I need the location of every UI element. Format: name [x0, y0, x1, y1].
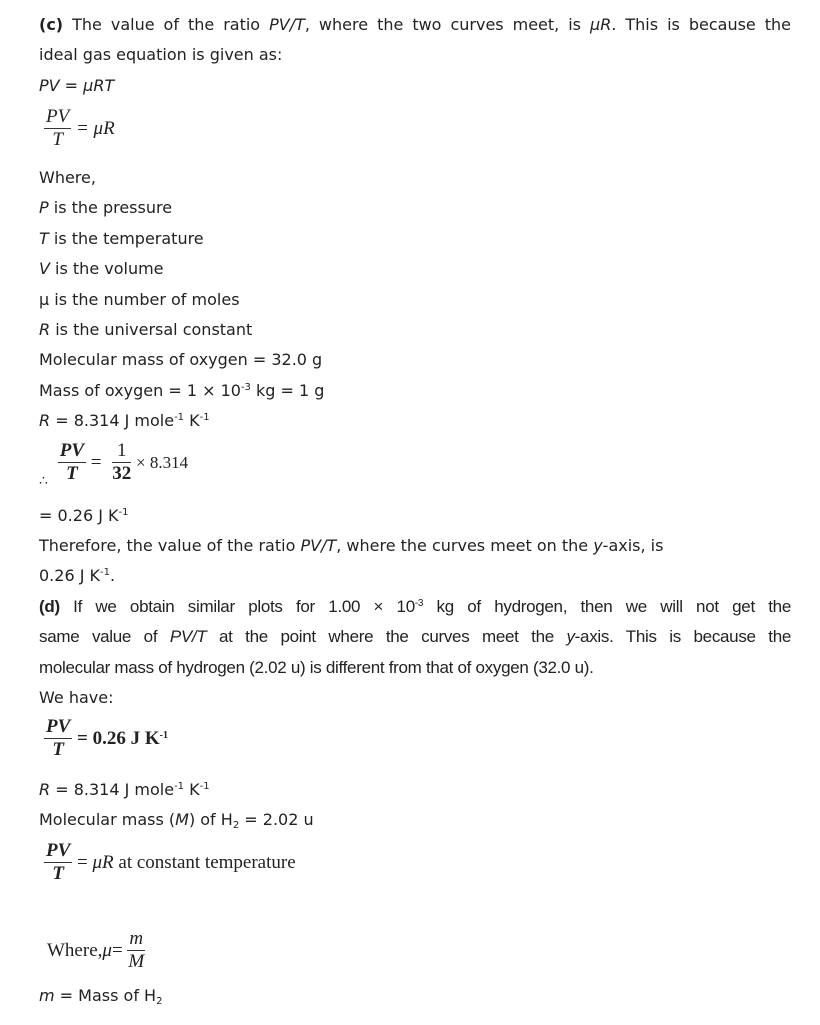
equation-pv-over-t-equals-mur	[44, 106, 115, 151]
part-c-intro-line-2: ideal gas equation is given as:	[39, 45, 283, 64]
text: = Mass of H	[54, 986, 157, 1005]
text: is the temperature	[48, 229, 204, 248]
fraction-numerator: PV	[46, 840, 71, 861]
text: =	[77, 851, 93, 873]
definition-volume	[39, 259, 164, 279]
equation-pv-over-t-equals-026	[44, 716, 168, 761]
symbol: R	[39, 411, 51, 430]
gas-constant-r-2	[39, 780, 210, 800]
molecular-mass-oxygen: Molecular mass of oxygen = 32.0 g	[39, 350, 323, 369]
part-d-line-3: molecular mass of hydrogen (2.02 u) is different from that of oxygen (32.0 u).	[39, 658, 594, 677]
fraction-numerator: PV	[46, 716, 71, 737]
therefore-symbol: ∴	[39, 474, 48, 489]
subscript: 2	[156, 996, 163, 1007]
exponent: -3	[414, 598, 424, 609]
fraction-numerator: m	[129, 928, 144, 949]
text: kg of hydrogen, then we will not get the	[423, 597, 791, 616]
exponent: -1	[174, 781, 185, 792]
where-text: Where,	[47, 939, 103, 961]
fraction-numerator: PV	[46, 106, 70, 127]
text: K	[184, 411, 200, 430]
exponent: -1	[199, 412, 210, 423]
symbol: R	[39, 320, 51, 339]
math-y: y	[593, 536, 603, 555]
equation-pv-over-t-constant-temperature	[44, 840, 296, 885]
text: same value of	[39, 627, 170, 646]
equation-pv-over-t-calculation	[39, 440, 189, 489]
text: = 2.02 u	[239, 810, 314, 829]
mass-of-oxygen	[39, 381, 324, 401]
text: at the point where the curves meet the	[206, 627, 567, 646]
where-label: Where,	[39, 168, 96, 187]
mass-of-hydrogen	[39, 986, 162, 1006]
fraction-denominator: T	[66, 463, 78, 484]
math-pvt: PV/T	[300, 536, 337, 555]
definition-temperature	[39, 229, 204, 249]
symbol: R	[39, 780, 51, 799]
equation-rhs: = 0.26 J K	[77, 727, 160, 749]
text: = 8.314 J mole	[50, 780, 175, 799]
ideal-gas-equation	[39, 76, 114, 96]
equals-sign: =	[90, 451, 102, 473]
definition-universal-constant	[39, 320, 252, 340]
text: , where the two curves meet, is	[304, 15, 591, 34]
symbol: M	[175, 810, 189, 829]
part-c-label: (c)	[39, 15, 64, 34]
text: .	[110, 566, 116, 585]
text: = 8.314 J mole	[50, 411, 175, 430]
math-mur: μR	[92, 851, 114, 873]
equals-sign: =	[111, 939, 123, 961]
text: , where the curves meet on the	[336, 536, 594, 555]
text: = μRT	[59, 76, 115, 95]
symbol: μ	[39, 290, 50, 309]
math-y: y	[566, 627, 575, 646]
text: Mass of oxygen = 1 × 10	[39, 381, 241, 400]
equation-rhs: = μR	[75, 117, 115, 139]
definition-pressure	[39, 198, 172, 218]
text: at constant temperature	[113, 851, 296, 873]
fraction-denominator: T	[52, 739, 64, 760]
text: ) of H	[188, 810, 233, 829]
text: is the universal constant	[50, 320, 253, 339]
fraction-numerator: 1	[112, 440, 131, 463]
symbol: V	[39, 259, 50, 278]
math-pvt: PV/T	[169, 627, 207, 646]
therefore-statement	[39, 536, 663, 556]
text: is the pressure	[48, 198, 173, 217]
fraction-denominator: 32	[112, 463, 132, 484]
part-d-line-2	[39, 627, 791, 647]
math-mur: μR	[590, 15, 612, 34]
text: -axis, is	[602, 536, 664, 555]
subscript: 2	[232, 820, 240, 831]
symbol: m	[39, 986, 55, 1005]
fraction-denominator: M	[128, 951, 145, 972]
text: = 0.26 J K	[39, 506, 119, 525]
text: -axis. This is because the	[574, 627, 792, 646]
text: 0.26 J K	[39, 566, 101, 585]
text: is the number of moles	[49, 290, 240, 309]
exponent: -1	[199, 781, 210, 792]
molecular-mass-hydrogen	[39, 810, 314, 830]
symbol: μ	[102, 939, 112, 961]
symbol: T	[39, 229, 49, 248]
text: PV	[39, 76, 60, 95]
final-value	[39, 566, 115, 586]
exponent: -1	[159, 729, 168, 741]
text: Therefore, the value of the ratio	[39, 536, 301, 555]
we-have-label: We have:	[39, 688, 114, 707]
equation-rhs: × 8.314	[136, 452, 189, 472]
symbol: P	[39, 198, 49, 217]
text: If we obtain similar plots for 1.00 × 10	[59, 597, 415, 616]
definition-moles	[39, 290, 240, 310]
fraction-denominator: T	[52, 863, 64, 884]
exponent: -1	[118, 507, 129, 518]
math-pvt: PV/T	[269, 15, 305, 34]
exponent: -1	[100, 567, 110, 578]
result-value	[39, 506, 128, 526]
fraction-denominator: T	[52, 129, 63, 150]
gas-constant-r	[39, 411, 210, 431]
part-d-label: (d)	[39, 597, 60, 616]
text: . This is because the	[611, 15, 792, 34]
text: Molecular mass (	[39, 810, 176, 829]
text: is the volume	[49, 259, 164, 278]
exponent: -3	[240, 382, 251, 393]
equation-mu-equals-m-over-M	[47, 928, 145, 973]
fraction-numerator: PV	[59, 440, 85, 461]
text: kg = 1 g	[250, 381, 325, 400]
part-d-line-1	[39, 597, 791, 617]
text: K	[184, 780, 200, 799]
exponent: -1	[174, 412, 185, 423]
text: The value of the ratio	[63, 15, 270, 34]
part-c-intro-line-1	[39, 15, 791, 35]
